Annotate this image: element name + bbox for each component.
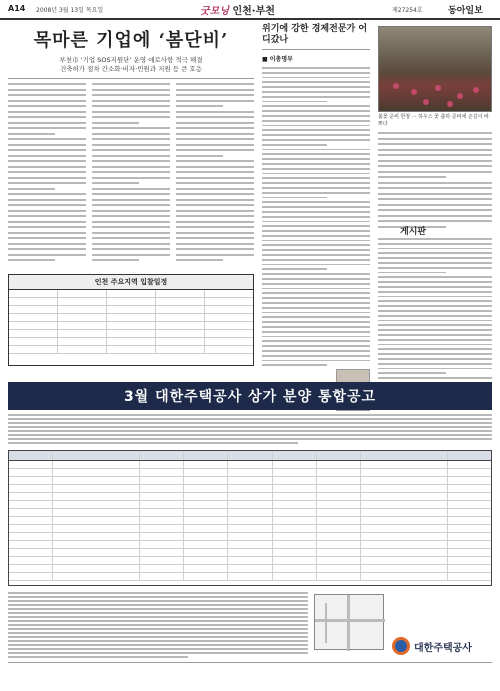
schedule-title: 인천 주요지역 입찰일정	[9, 275, 253, 290]
location-map	[314, 594, 384, 650]
ad-headline: 3월 대한주택공사 상가 분양 통합공고	[123, 389, 377, 405]
table-row	[9, 346, 253, 354]
section-name	[200, 2, 275, 17]
section-region: 인천·부천	[232, 6, 275, 17]
table-row	[9, 298, 253, 306]
page-number: A14	[8, 4, 26, 13]
opinion-headline: 위기에 강한 경제전문가 어디갔나	[262, 24, 370, 50]
table-row	[9, 517, 491, 525]
opinion-column	[262, 24, 370, 354]
table-row	[9, 461, 491, 469]
board-title: 게시판	[400, 227, 427, 237]
company-logo	[392, 634, 492, 658]
lead-subheadline	[8, 56, 254, 74]
table-row	[9, 314, 253, 322]
table-row	[9, 493, 491, 501]
table-row	[9, 322, 253, 330]
page-bottom-rule	[8, 662, 492, 663]
table-row	[9, 501, 491, 509]
issue-date: 2008년 3월 13일 목요일	[36, 7, 104, 14]
company-name: 대한주택공사	[414, 642, 472, 654]
issue-number: 제27254호	[392, 7, 423, 14]
table-row	[9, 533, 491, 541]
table-row	[9, 565, 491, 573]
lead-subheadline-2: 건축허가 절차 간소화·비자·민원과 지원 등 큰 호응	[59, 65, 203, 73]
table-row	[9, 573, 491, 581]
newspaper-name: 동아일보	[448, 6, 483, 16]
side-story	[378, 132, 492, 231]
lead-story	[8, 24, 254, 270]
lead-divider	[8, 78, 254, 79]
lead-headline: 목마른 기업에 ‘봄단비’	[33, 30, 229, 51]
auction-schedule-table	[8, 274, 254, 366]
table-row	[9, 549, 491, 557]
logo-mark-icon	[392, 637, 410, 655]
lead-body-column-2	[92, 83, 170, 265]
lead-body-column-3	[176, 83, 254, 265]
table-row	[9, 290, 253, 298]
table-row	[9, 557, 491, 565]
table-row	[9, 338, 253, 346]
ad-banner	[8, 382, 492, 410]
table-row	[9, 477, 491, 485]
table-row	[9, 541, 491, 549]
lead-body-column-1	[8, 83, 86, 265]
photo-caption: 봄꽃 준비 한창 ··· 하우스 꽃 출하 준비에 손길이 바쁘다	[378, 114, 489, 127]
table-header-row	[9, 451, 491, 461]
table-row	[9, 525, 491, 533]
ad-intro-text	[8, 414, 492, 446]
lead-body	[8, 83, 254, 265]
ad-listing-table	[8, 450, 492, 586]
notice-board	[378, 238, 492, 401]
lead-subheadline-1: 부천市 ‘기업 SOS지원단’ 운영 애로사항 적극 해결	[59, 56, 203, 64]
table-row	[9, 485, 491, 493]
news-photo	[378, 26, 492, 112]
table-row	[9, 306, 253, 314]
page-header	[0, 0, 500, 20]
table-row	[9, 509, 491, 517]
section-logo: 굿모닝	[200, 6, 229, 17]
table-row	[9, 469, 491, 477]
ad-notes	[8, 592, 308, 660]
opinion-subhead: ■ 이총명부	[262, 56, 293, 63]
table-row	[9, 330, 253, 338]
